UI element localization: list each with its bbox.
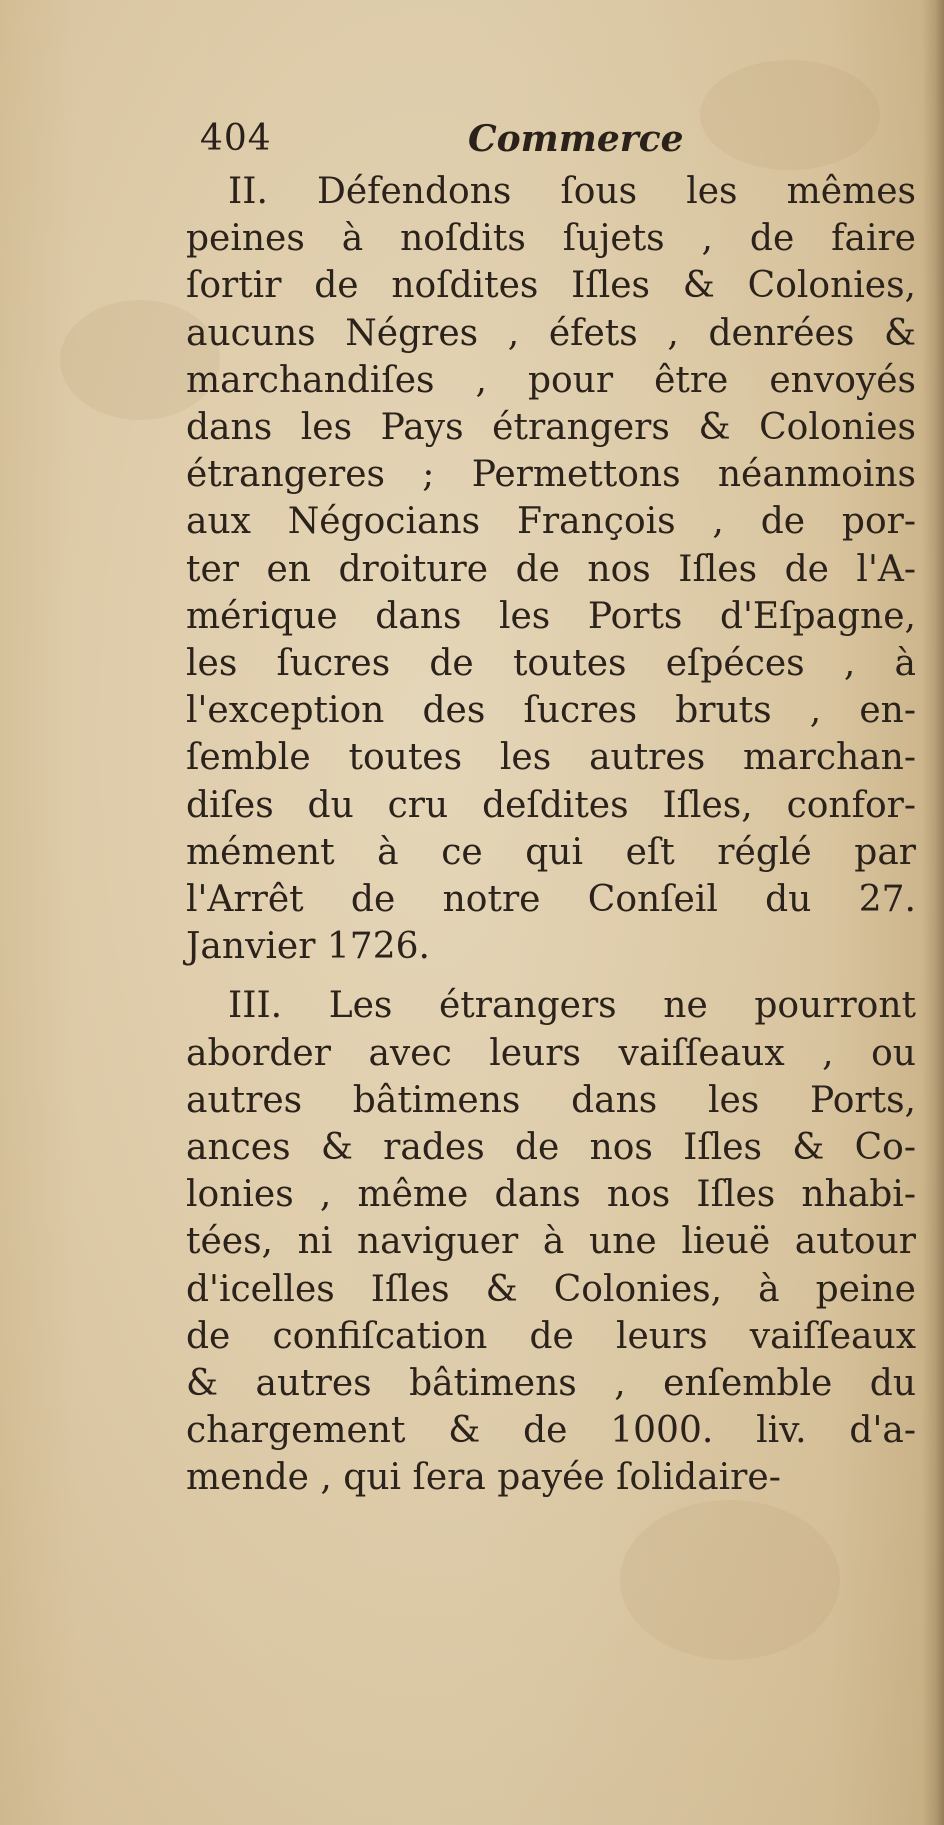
text-line: chargement & de 1000. liv. d'a- [186, 1410, 916, 1452]
text-line: de confiſcation de leurs vaiſſeaux [186, 1315, 916, 1357]
text-line: mément à ce qui eſt réglé par [186, 831, 916, 873]
text-line: aucuns Négres , éfets , denrées & [186, 312, 916, 354]
text-line: II. Défendons ſous les mêmes [228, 171, 916, 212]
text-line: d'icelles Iſles & Colonies, à peine [186, 1268, 916, 1310]
text-line: ſemble toutes les autres marchan- [186, 737, 916, 779]
text-line: marchandiſes , pour être envoyés [186, 359, 916, 401]
text-line: les ſucres de toutes eſpéces , à [186, 643, 916, 685]
text-line: ter en droiture de nos Iſles de l'A- [186, 548, 916, 590]
text-line: tées, ni naviguer à une lieuë autour [186, 1221, 916, 1263]
text-line: autres bâtimens dans les Ports, [186, 1079, 916, 1121]
text-line: ances & rades de nos Iſles & Co- [186, 1127, 916, 1169]
page-number: 404 [200, 118, 272, 159]
text-line: dans les Pays étrangers & Colonies [186, 407, 916, 449]
spine-shadow [922, 0, 944, 1825]
text-line: & autres bâtimens , enſemble du [186, 1363, 916, 1405]
text-line: mérique dans les Ports d'Eſpagne, [186, 595, 916, 637]
page-header [200, 118, 920, 168]
text-line: l'exception des ſucres bruts , en- [186, 690, 916, 732]
text-line: peines à noſdits ſujets , de faire [186, 218, 916, 260]
text-line: aux Négocians François , de por- [186, 501, 916, 543]
paper-stain [620, 1500, 840, 1660]
text-line: l'Arrêt de notre Conſeil du 27. [186, 879, 916, 921]
text-line: Janvier 1726. [186, 926, 430, 968]
text-line: diſes du cru deſdites Iſles, confor- [186, 784, 916, 826]
text-line: III. Les étrangers ne pourront [228, 985, 916, 1027]
text-line: ſortir de noſdites Iſles & Colonies, [186, 265, 916, 307]
text-line: étrangeres ; Permettons néanmoins [186, 454, 916, 496]
running-title: Commerce [468, 118, 684, 160]
text-line: lonies , même dans nos Iſles nhabi- [186, 1174, 916, 1216]
paragraph-spacer [186, 970, 916, 982]
text-line: mende , qui ſera payée ſolidaire- [186, 1457, 781, 1499]
body-text [186, 168, 916, 1502]
text-line: aborder avec leurs vaiſſeaux , ou [186, 1032, 916, 1074]
